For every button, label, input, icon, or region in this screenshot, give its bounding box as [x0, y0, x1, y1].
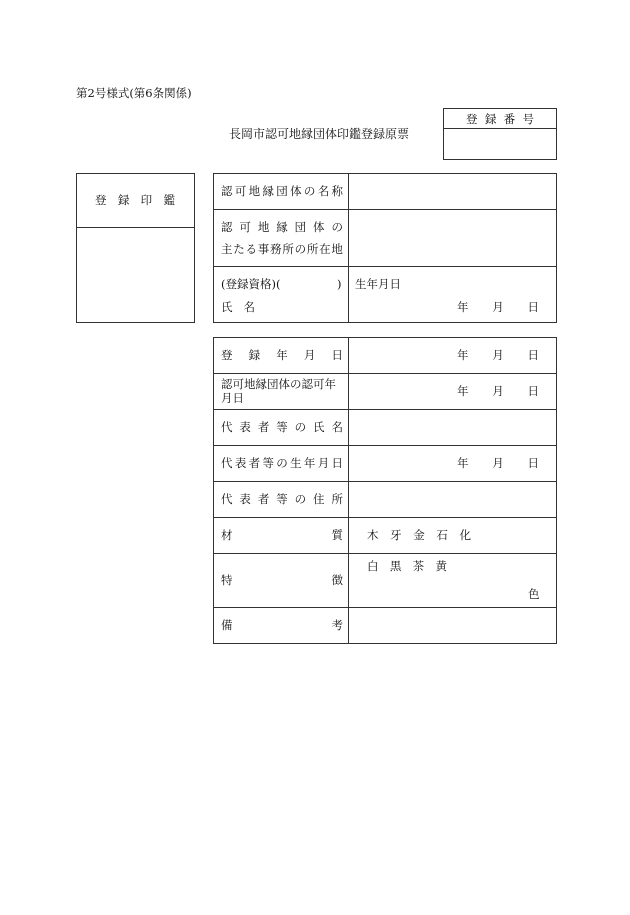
- rep-address-label: 代 表 者 等 の 住 所: [221, 492, 343, 506]
- rep-birthdate-label: 代 表 者 等 の 生 年 月 日: [221, 456, 343, 470]
- seal-impression-area[interactable]: [78, 229, 193, 321]
- remarks-label: 備 考: [221, 618, 343, 632]
- birthdate-label: 生年月日: [355, 277, 401, 291]
- registration-date-parts: 年 月 日: [457, 348, 539, 362]
- feature-color-suffix: 色: [528, 587, 540, 601]
- rep-address-field[interactable]: [350, 483, 555, 515]
- qualification-close: ): [337, 277, 342, 291]
- feature-colors: 白 黒 茶 黄: [367, 559, 447, 573]
- divider: [348, 173, 349, 323]
- org-name-field[interactable]: [350, 175, 555, 207]
- divider: [213, 373, 557, 374]
- registration-date-label: 登 録 年 月 日: [221, 348, 343, 362]
- approval-date-label-line2: 月日: [221, 391, 244, 405]
- remarks-field[interactable]: [350, 609, 555, 642]
- divider: [213, 409, 557, 410]
- divider: [213, 517, 557, 518]
- rep-name-field[interactable]: [350, 411, 555, 443]
- divider: [443, 128, 557, 129]
- registration-number-field[interactable]: [445, 130, 555, 158]
- material-label: 材 質: [221, 528, 343, 542]
- office-address-field[interactable]: [350, 211, 555, 264]
- org-name-label: 認 可 地 縁 団 体 の 名 称: [221, 184, 343, 198]
- approval-date-parts: 年 月 日: [457, 384, 539, 398]
- form-number: 第2号様式(第6条関係): [76, 86, 192, 100]
- registration-number-label: 登 録 番 号: [466, 112, 534, 126]
- document-title: 長岡市認可地縁団体印鑑登録原票: [229, 127, 410, 141]
- rep-name-label: 代 表 者 等 の 氏 名: [221, 420, 343, 434]
- divider: [213, 266, 557, 267]
- material-options: 木 牙 金 石 化: [367, 528, 471, 542]
- divider: [213, 607, 557, 608]
- divider: [348, 337, 349, 644]
- rep-birthdate-parts: 年 月 日: [457, 456, 539, 470]
- divider: [213, 445, 557, 446]
- approval-date-label-line1: 認可地縁団体の認可年: [221, 377, 336, 391]
- seal-box-label: 登 録 印 鑑: [95, 193, 175, 207]
- feature-label: 特 徴: [221, 573, 343, 587]
- divider: [213, 209, 557, 210]
- divider: [213, 481, 557, 482]
- qualification-label: (登録資格)(: [221, 277, 281, 291]
- divider: [213, 553, 557, 554]
- birthdate-date-parts: 年 月 日: [457, 300, 539, 314]
- divider: [76, 227, 195, 228]
- office-label-line1: 認 可 地 縁 団 体 の: [221, 220, 343, 234]
- name-label: 氏 名: [221, 300, 255, 314]
- office-label-line2: 主 た る 事 務 所 の 所 在 地: [221, 242, 343, 256]
